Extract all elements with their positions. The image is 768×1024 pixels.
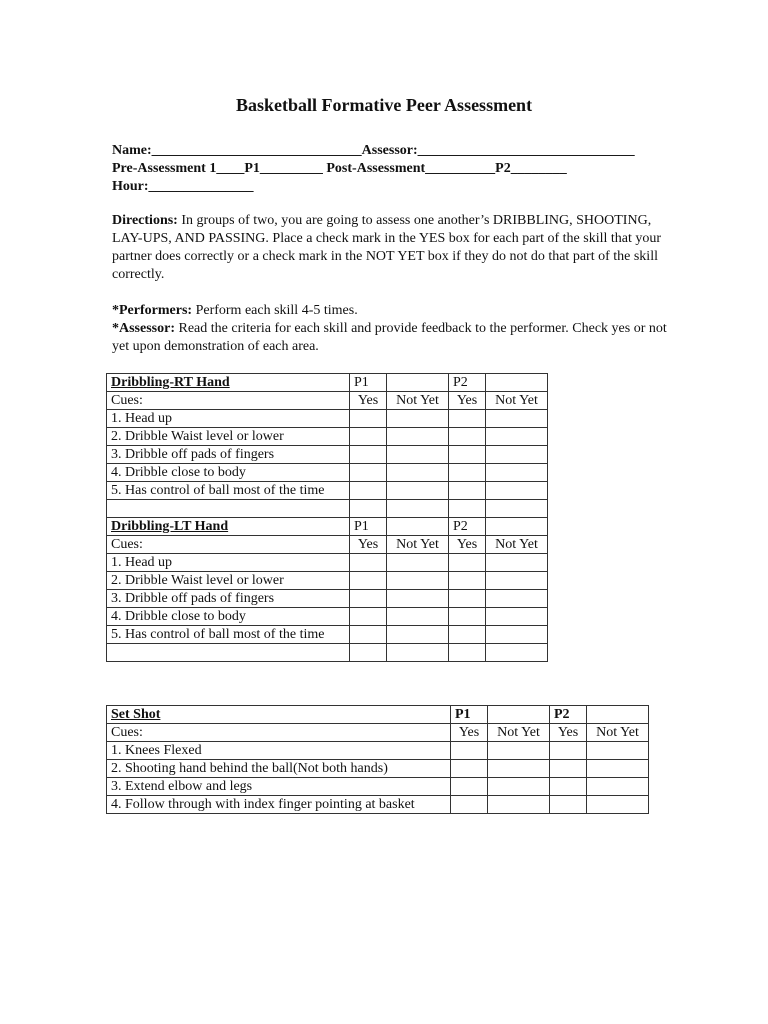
cues-label: Cues:	[107, 392, 350, 410]
p1-label: P1	[350, 374, 387, 392]
table-header-row	[107, 518, 548, 536]
check-box[interactable]	[486, 608, 548, 626]
not-yet-label: Not Yet	[486, 536, 548, 554]
check-box[interactable]	[387, 590, 449, 608]
name-assessor-line[interactable]: Name:______________________________Assessor:_______________________________	[112, 143, 635, 158]
check-box[interactable]	[449, 554, 486, 572]
check-box[interactable]	[350, 482, 387, 500]
check-box[interactable]	[387, 626, 449, 644]
set-shot-table	[106, 705, 649, 814]
table-row	[107, 760, 649, 778]
table-row	[107, 446, 548, 464]
check-box[interactable]	[387, 500, 449, 518]
cue-text: 4. Dribble close to body	[107, 464, 350, 482]
check-box[interactable]	[449, 500, 486, 518]
performers-paragraph	[112, 302, 672, 320]
table-header-row	[107, 374, 548, 392]
blank-cell	[387, 518, 449, 536]
yes-label: Yes	[449, 536, 486, 554]
p1-label: P1	[350, 518, 387, 536]
assessor-text: Read the criteria for each skill and provide feedback to the performer. Check yes or not yet upon demonstration of each area.	[112, 321, 667, 354]
cue-text: 4. Follow through with index finger pointing at basket	[107, 796, 451, 814]
directions-text: In groups of two, you are going to assess one another’s DRIBBLING, SHOOTING, LAY-UPS, AND PASSING. Place a check mark in the YES box for each part of the skill that your partner does correctly or a check mark in the NOT YET box if they do not do that part of the skill correctly.	[112, 213, 662, 282]
cues-label: Cues:	[107, 536, 350, 554]
not-yet-label: Not Yet	[486, 392, 548, 410]
cue-text: 2. Dribble Waist level or lower	[107, 572, 350, 590]
check-box[interactable]	[387, 644, 449, 662]
check-box[interactable]	[488, 796, 550, 814]
yes-label: Yes	[451, 724, 488, 742]
check-box[interactable]	[587, 778, 649, 796]
check-box[interactable]	[350, 608, 387, 626]
check-box[interactable]	[486, 464, 548, 482]
yes-label: Yes	[550, 724, 587, 742]
cue-text: 4. Dribble close to body	[107, 608, 350, 626]
p1-label: P1	[451, 706, 488, 724]
empty-row	[107, 644, 548, 662]
table-row	[107, 778, 649, 796]
check-box[interactable]	[449, 446, 486, 464]
check-box[interactable]	[587, 760, 649, 778]
performers-text: Perform each skill 4-5 times.	[192, 303, 358, 318]
check-box[interactable]	[449, 626, 486, 644]
table-header-row	[107, 706, 649, 724]
table-row	[107, 572, 548, 590]
check-box[interactable]	[350, 626, 387, 644]
check-box[interactable]	[486, 428, 548, 446]
blank-cell	[387, 374, 449, 392]
cue-text: 3. Dribble off pads of fingers	[107, 446, 350, 464]
check-box[interactable]	[486, 554, 548, 572]
check-box[interactable]	[387, 446, 449, 464]
yes-label: Yes	[350, 536, 387, 554]
table-row	[107, 796, 649, 814]
assessment-line[interactable]: Pre-Assessment 1____P1_________ Post-Assessment__________P2________	[112, 161, 567, 176]
table-row	[107, 428, 548, 446]
cue-text: 1. Knees Flexed	[107, 742, 451, 760]
p2-label: P2	[550, 706, 587, 724]
cues-row	[107, 724, 649, 742]
check-box[interactable]	[350, 500, 387, 518]
check-box[interactable]	[449, 608, 486, 626]
p2-label: P2	[449, 374, 486, 392]
check-box[interactable]	[449, 644, 486, 662]
cues-row	[107, 536, 548, 554]
check-box[interactable]	[451, 742, 488, 760]
skill-heading: Dribbling-RT Hand	[107, 374, 350, 392]
check-box[interactable]	[451, 760, 488, 778]
check-box[interactable]	[587, 742, 649, 760]
table-row	[107, 554, 548, 572]
not-yet-label: Not Yet	[488, 724, 550, 742]
check-box[interactable]	[350, 572, 387, 590]
check-box[interactable]	[486, 500, 548, 518]
table-row	[107, 410, 548, 428]
table-row	[107, 482, 548, 500]
check-box[interactable]	[350, 446, 387, 464]
check-box[interactable]	[550, 760, 587, 778]
check-box[interactable]	[449, 482, 486, 500]
skill-heading: Set Shot	[107, 706, 451, 724]
cue-text: 5. Has control of ball most of the time	[107, 626, 350, 644]
check-box[interactable]	[387, 428, 449, 446]
table-row	[107, 464, 548, 482]
not-yet-label: Not Yet	[387, 536, 449, 554]
check-box[interactable]	[350, 428, 387, 446]
table-row	[107, 626, 548, 644]
check-box[interactable]	[449, 572, 486, 590]
blank-cell	[587, 706, 649, 724]
table-row	[107, 608, 548, 626]
check-box[interactable]	[550, 778, 587, 796]
check-box[interactable]	[488, 760, 550, 778]
table-row	[107, 590, 548, 608]
check-box[interactable]	[451, 796, 488, 814]
directions-paragraph	[112, 212, 672, 284]
not-yet-label: Not Yet	[387, 392, 449, 410]
cues-row	[107, 392, 548, 410]
check-box[interactable]	[449, 464, 486, 482]
blank-cell	[486, 518, 548, 536]
check-box[interactable]	[387, 482, 449, 500]
performers-label: *Performers:	[112, 303, 193, 318]
not-yet-label: Not Yet	[587, 724, 649, 742]
yes-label: Yes	[449, 392, 486, 410]
check-box[interactable]	[451, 778, 488, 796]
cues-label: Cues:	[107, 724, 451, 742]
check-box[interactable]	[486, 482, 548, 500]
hour-line[interactable]: Hour:_______________	[112, 179, 254, 194]
cue-text: 3. Extend elbow and legs	[107, 778, 451, 796]
blank-cell	[107, 500, 350, 518]
check-box[interactable]	[449, 428, 486, 446]
check-box[interactable]	[387, 608, 449, 626]
cue-text: 1. Head up	[107, 410, 350, 428]
cue-text: 2. Shooting hand behind the ball(Not both hands)	[107, 760, 451, 778]
check-box[interactable]	[587, 796, 649, 814]
check-box[interactable]	[486, 590, 548, 608]
blank-cell	[107, 644, 350, 662]
check-box[interactable]	[350, 554, 387, 572]
check-box[interactable]	[449, 410, 486, 428]
check-box[interactable]	[350, 590, 387, 608]
check-box[interactable]	[350, 644, 387, 662]
p2-label: P2	[449, 518, 486, 536]
check-box[interactable]	[486, 410, 548, 428]
check-box[interactable]	[350, 410, 387, 428]
check-box[interactable]	[488, 742, 550, 760]
cue-text: 3. Dribble off pads of fingers	[107, 590, 350, 608]
empty-row	[107, 500, 548, 518]
check-box[interactable]	[350, 464, 387, 482]
page-title: Basketball Formative Peer Assessment	[235, 95, 533, 115]
check-box[interactable]	[550, 796, 587, 814]
check-box[interactable]	[486, 644, 548, 662]
directions-label: Directions:	[112, 213, 178, 228]
check-box[interactable]	[486, 626, 548, 644]
dribbling-rt-table	[106, 373, 548, 662]
blank-cell	[488, 706, 550, 724]
skill-heading: Dribbling-LT Hand	[107, 518, 350, 536]
cue-text: 1. Head up	[107, 554, 350, 572]
check-box[interactable]	[488, 778, 550, 796]
check-box[interactable]	[387, 464, 449, 482]
assessor-label: *Assessor:	[112, 321, 175, 336]
blank-cell	[486, 374, 548, 392]
yes-label: Yes	[350, 392, 387, 410]
assessor-paragraph	[112, 320, 672, 356]
check-box[interactable]	[387, 554, 449, 572]
cue-text: 2. Dribble Waist level or lower	[107, 428, 350, 446]
cue-text: 5. Has control of ball most of the time	[107, 482, 350, 500]
check-box[interactable]	[486, 572, 548, 590]
check-box[interactable]	[449, 590, 486, 608]
check-box[interactable]	[550, 742, 587, 760]
check-box[interactable]	[486, 446, 548, 464]
table-row	[107, 742, 649, 760]
check-box[interactable]	[387, 572, 449, 590]
check-box[interactable]	[387, 410, 449, 428]
